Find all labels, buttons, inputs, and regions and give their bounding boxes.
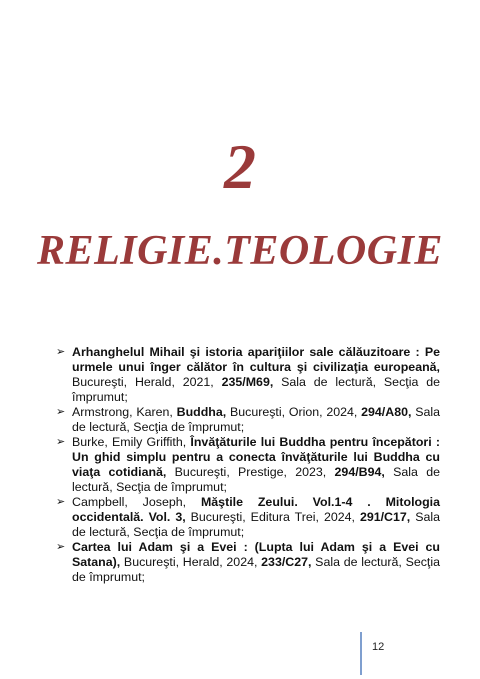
entry-author: Burke, Emily Griffith, — [72, 435, 191, 449]
bibliography-entry — [55, 495, 440, 540]
entry-publication: Bucureşti, Herald, 2021, — [72, 375, 222, 389]
entry-title: Buddha, — [176, 405, 227, 419]
entry-title: Arhanghelul Mihail şi istoria apariţiilor sale călăuzitoare : Pe urmele unui înger călător în cultura şi civilizaţia europeană, — [72, 345, 440, 374]
bibliography-entry — [55, 345, 440, 405]
entry-location: Sala de lectură, Secţia de împrumut; — [72, 375, 440, 404]
page-number: 12 — [372, 641, 385, 653]
arrow-bullet-icon: ➢ — [56, 541, 66, 553]
chapter-number: 2 — [224, 131, 256, 202]
entry-location: Sala de lectură, Secţia de împrumut; — [72, 465, 440, 494]
entry-call-number: 294/A80, — [361, 405, 412, 419]
arrow-bullet-icon: ➢ — [56, 436, 66, 448]
entry-call-number: 235/M69, — [221, 375, 274, 389]
arrow-bullet-icon: ➢ — [56, 346, 66, 358]
bibliography-list — [55, 345, 440, 585]
entry-author: Armstrong, Karen, — [72, 405, 177, 419]
entry-publication: Bucureşti, Prestige, 2023, — [166, 465, 335, 479]
arrow-bullet-icon: ➢ — [56, 496, 66, 508]
entry-call-number: 294/B94, — [334, 465, 385, 479]
chapter-title: RELIGIE.TEOLOGIE — [37, 228, 443, 274]
entry-title: Măştile Zeului. Vol.1-4 . Mitologia occidentală. Vol. 3, — [72, 495, 440, 524]
entry-publication: Bucureşti, Orion, 2024, — [226, 405, 362, 419]
entry-call-number: 291/C17, — [359, 510, 411, 524]
entry-author: Campbell, Joseph, — [72, 495, 201, 509]
arrow-bullet-icon: ➢ — [56, 406, 66, 418]
entry-publication: Bucureşti, Editura Trei, 2024, — [185, 510, 360, 524]
entry-title: Învăţăturile lui Buddha pentru începători : Un ghid simplu pentru a conecta învăţăturile lui Buddha cu viaţa cotidiană, — [72, 435, 440, 479]
entry-location: Sala de lectură, Secţia de împrumut; — [72, 510, 440, 539]
bibliography-entry — [55, 540, 440, 585]
entry-publication: Bucureşti, Herald, 2024, — [120, 555, 262, 569]
bibliography-entry — [55, 435, 440, 495]
entry-location: Sala de lectură, Secţia de împrumut; — [72, 555, 441, 584]
entry-title: Cartea lui Adam şi a Evei : (Lupta lui Adam şi a Evei cu Satana), — [72, 540, 440, 569]
entry-location: Sala de lectură, Secţia de împrumut; — [72, 405, 440, 434]
bibliography-entry — [55, 405, 440, 435]
page-number-divider — [360, 632, 362, 675]
entry-call-number: 233/C27, — [261, 555, 312, 569]
